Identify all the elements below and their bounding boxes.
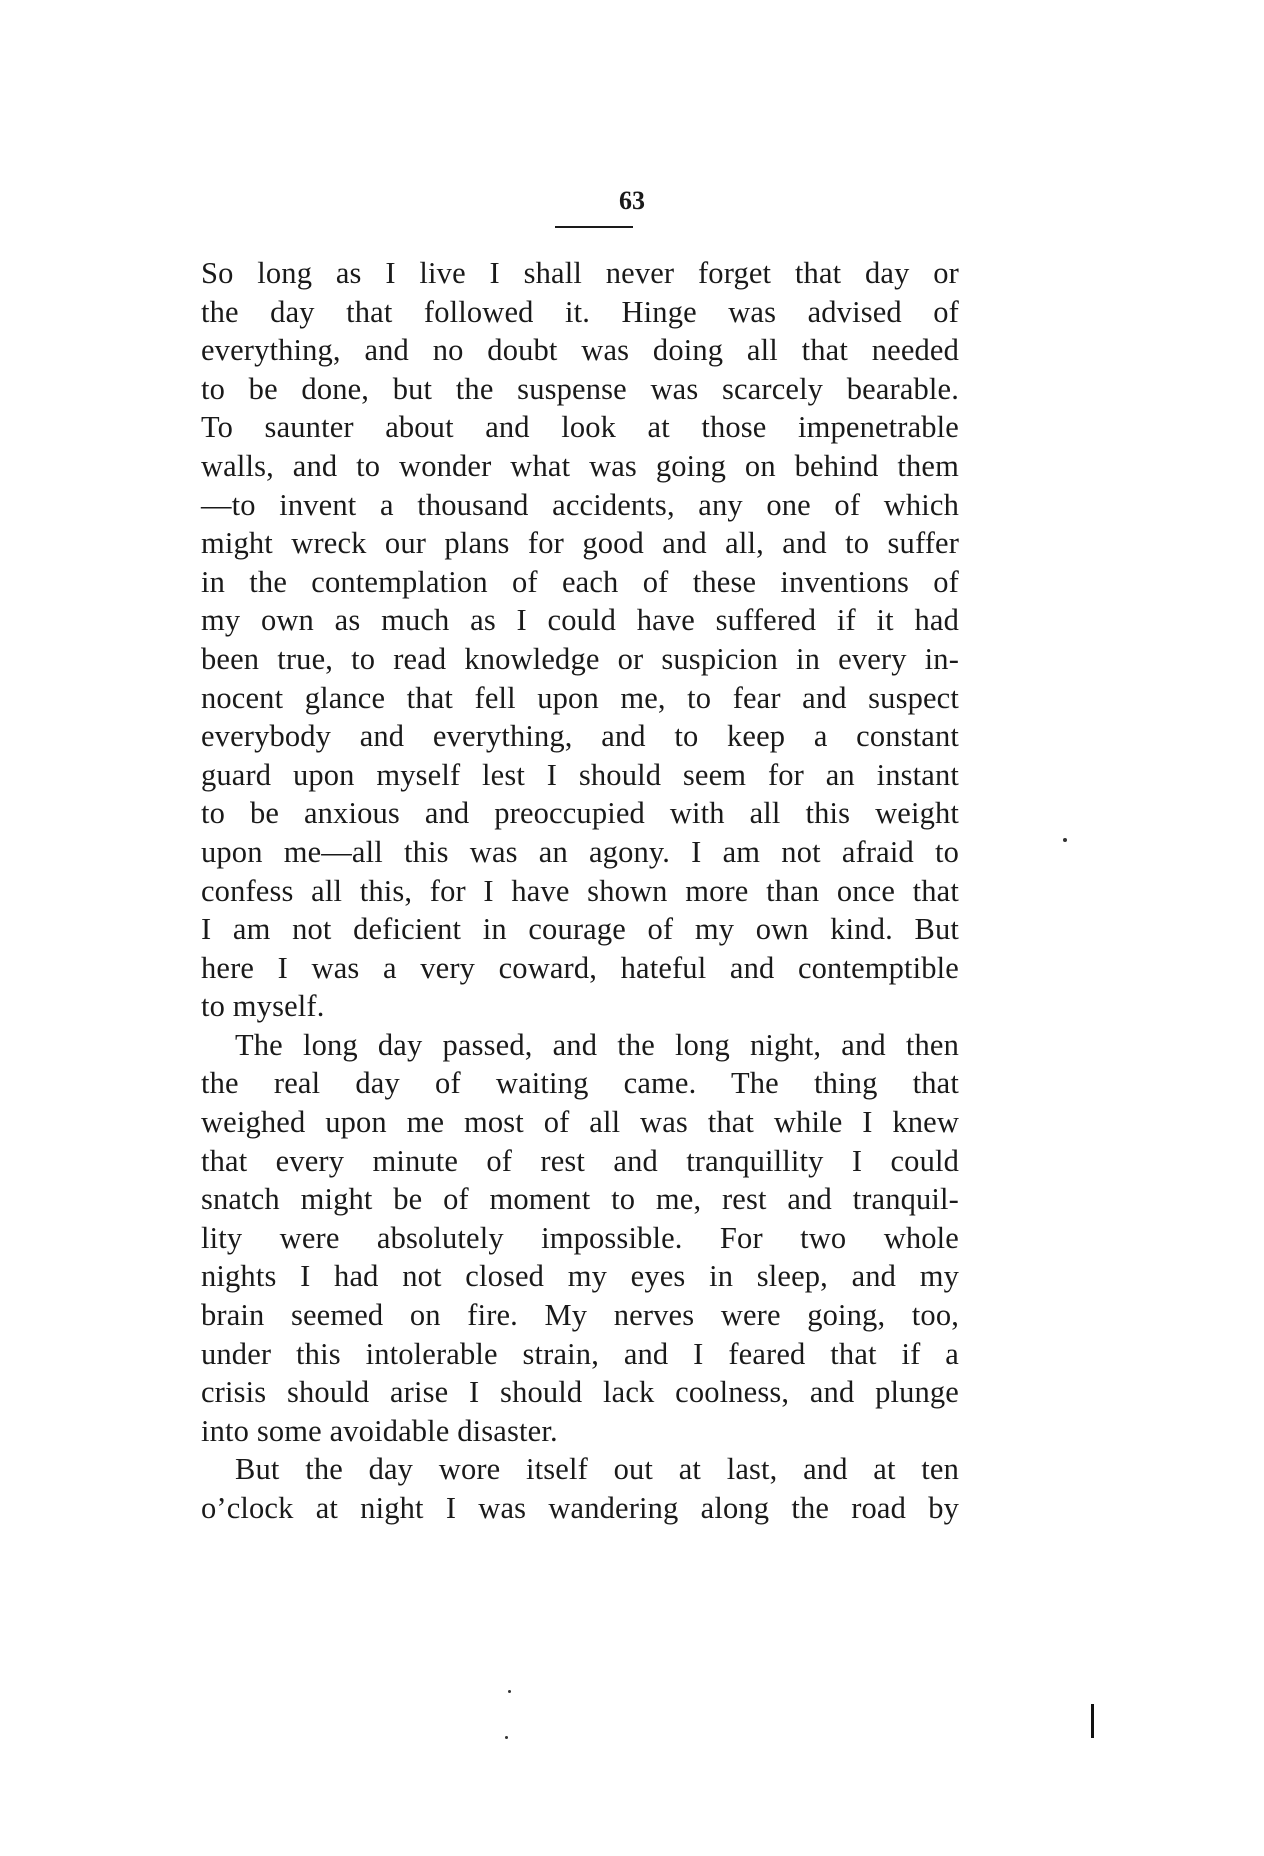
- text-line: lity were absolutely impossible. For two whole: [201, 1220, 959, 1255]
- text-line: nocent glance that fell upon me, to fear and suspect: [201, 680, 959, 715]
- scan-speck: [508, 1690, 511, 1693]
- scan-speck: [505, 1736, 508, 1739]
- text-line: brain seemed on fire. My nerves were going, too,: [201, 1298, 959, 1333]
- body-text: [201, 254, 959, 1528]
- text-line: everybody and everything, and to keep a constant: [201, 719, 959, 754]
- text-line: o’clock at night I was wandering along the road by: [201, 1491, 959, 1525]
- text-line: to be anxious and preoccupied with all this weight: [201, 796, 959, 831]
- text-line: the real day of waiting came. The thing that: [201, 1066, 959, 1101]
- text-line: To saunter about and look at those impenetrable: [201, 410, 959, 445]
- text-line: into some avoidable disaster.: [201, 1413, 558, 1448]
- text-line: here I was a very coward, hateful and contemptible: [201, 950, 959, 985]
- text-line: So long as I live I shall never forget that day or: [201, 256, 959, 290]
- text-line: weighed upon me most of all was that while I knew: [201, 1105, 959, 1140]
- text-line: my own as much as I could have suffered if it had: [201, 603, 959, 638]
- text-line: confess all this, for I have shown more than once that: [201, 873, 959, 908]
- text-line: the day that followed it. Hinge was advised of: [201, 294, 959, 329]
- text-line: in the contemplation of each of these inventions of: [201, 564, 959, 599]
- scan-speck: [1063, 838, 1067, 842]
- text-line: nights I had not closed my eyes in sleep, and my: [201, 1259, 959, 1294]
- text-line: might wreck our plans for good and all, and to suffer: [201, 526, 959, 561]
- text-line: I am not deficient in courage of my own kind. But: [201, 912, 959, 947]
- scan-mark: [1091, 1704, 1094, 1738]
- paragraph-3: [201, 1450, 959, 1527]
- text-line: guard upon myself lest I should seem for an instant: [201, 757, 959, 792]
- text-line: —to invent a thousand accidents, any one of which: [201, 487, 959, 522]
- text-line: crisis should arise I should lack coolness, and plunge: [201, 1375, 959, 1410]
- text-line: walls, and to wonder what was going on behind them: [201, 448, 959, 483]
- text-line: to myself.: [201, 989, 325, 1024]
- text-line: under this intolerable strain, and I feared that if a: [201, 1336, 959, 1371]
- paragraph-1: [201, 254, 959, 1026]
- text-line: But the day wore itself out at last, and at ten: [235, 1452, 959, 1487]
- text-line: been true, to read knowledge or suspicion in every in-: [201, 641, 959, 676]
- page-number: 63: [619, 186, 645, 215]
- text-line: The long day passed, and the long night, and then: [235, 1027, 959, 1062]
- text-line: that every minute of rest and tranquillity I could: [201, 1143, 959, 1178]
- page-number-rule: [555, 226, 633, 228]
- text-line: everything, and no doubt was doing all that needed: [201, 333, 959, 368]
- paragraph-2: [201, 1026, 959, 1451]
- text-line: snatch might be of moment to me, rest and tranquil-: [201, 1182, 959, 1217]
- text-line: upon me—all this was an agony. I am not afraid to: [201, 834, 959, 869]
- text-line: to be done, but the suspense was scarcely bearable.: [201, 371, 959, 406]
